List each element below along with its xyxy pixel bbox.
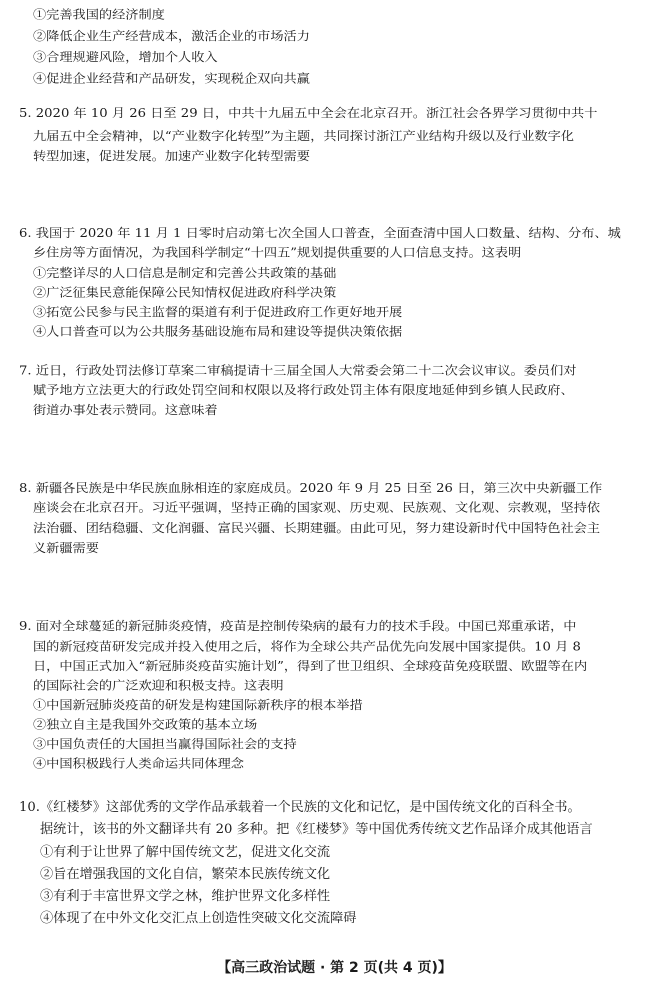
q6-option-4: ④人口普查可以为公共服务基础设施布局和建设等提供决策依据 bbox=[33, 325, 403, 339]
q9-stem-3: 日，中国正式加入“新冠肺炎疫苗实施计划”，得到了世卫组织、全球疫苗免疫联盟、欧盟等在内 bbox=[33, 660, 588, 674]
q9-stem-1: 9. 面对全球蔓延的新冠肺炎疫情，疫苗是控制传染病的最有力的技术手段。中国已郑重承诺，中 bbox=[19, 620, 577, 634]
q9-option-2: ②独立自主是我国外交政策的基本立场 bbox=[33, 718, 258, 732]
q10-stem-2: 据统计，该书的外文翻译共有 20 多种。把《红楼梦》等中国优秀传统文艺作品译介成其他语言 bbox=[40, 822, 593, 837]
q5-stem-1: 5. 2020 年 10 月 26 日至 29 日，中共十九届五中全会在北京召开。浙江社会各界学习贯彻中共十 bbox=[19, 107, 598, 121]
q9-stem-4: 的国际社会的广泛欢迎和积极支持。这表明 bbox=[33, 679, 284, 693]
q4-option-4: ④促进企业经营和产品研发，实现税企双向共赢 bbox=[33, 72, 310, 86]
q5-stem-3: 转型加速，促进发展。加速产业数字化转型需要 bbox=[33, 150, 310, 164]
q4-option-3: ③合理规避风险，增加个人收入 bbox=[33, 51, 218, 65]
page-footer: 【高三政治试题 · 第 2 页(共 4 页)】 bbox=[217, 960, 452, 976]
q7-stem-2: 赋予地方立法更大的行政处罚空间和权限以及将行政处罚主体有限度地延伸到乡镇人民政府、 bbox=[33, 384, 574, 398]
q9-option-1: ①中国新冠肺炎疫苗的研发是构建国际新秩序的根本举措 bbox=[33, 699, 363, 713]
q8-stem-1: 8. 新疆各民族是中华民族血脉相连的家庭成员。2020 年 9 月 25 日至 26 日，第三次中央新疆工作 bbox=[19, 482, 603, 496]
q6-stem-2: 乡住房等方面情况，为我国科学制定“十四五”规划提供重要的人口信息支持。这表明 bbox=[33, 246, 522, 261]
q5-stem-2: 九届五中全会精神，以“产业数字化转型”为主题，共同探讨浙江产业结构升级以及行业数字化 bbox=[33, 130, 574, 144]
q9-stem-2: 国的新冠疫苗研发完成并投入使用之后，将作为全球公共产品优先向发展中国家提供。10 月 8 bbox=[33, 640, 581, 655]
q8-stem-4: 义新疆需要 bbox=[33, 542, 99, 556]
q10-option-1: ①有利于让世界了解中国传统文艺，促进文化交流 bbox=[40, 845, 331, 860]
q8-stem-3: 法治疆、团结稳疆、文化润疆、富民兴疆、长期建疆。由此可见，努力建设新时代中国特色社会主 bbox=[33, 522, 601, 536]
q4-option-1: ①完善我国的经济制度 bbox=[33, 8, 165, 23]
q10-option-3: ③有利于丰富世界文学之林，维护世界文化多样性 bbox=[40, 889, 331, 904]
q9-option-3: ③中国负责任的大国担当赢得国际社会的支持 bbox=[33, 738, 297, 752]
q7-stem-1: 7. 近日，行政处罚法修订草案二审稿提请十三届全国人大常委会第二十二次会议审议。委员们对 bbox=[19, 364, 577, 378]
q10-option-2: ②旨在增强我国的文化自信，繁荣本民族传统文化 bbox=[40, 867, 331, 882]
q10-stem-1: 10.《红楼梦》这部优秀的文学作品承载着一个民族的文化和记忆，是中国传统文化的百科全书。 bbox=[19, 800, 581, 815]
q6-option-2: ②广泛征集民意能保障公民知情权促进政府科学决策 bbox=[33, 286, 337, 301]
q4-option-2: ②降低企业生产经营成本，激活企业的市场活力 bbox=[33, 30, 310, 44]
q6-option-3: ③拓宽公民参与民主监督的渠道有利于促进政府工作更好地开展 bbox=[33, 306, 403, 320]
q10-option-4: ④体现了在中外文化交汇点上创造性突破文化交流障碍 bbox=[40, 911, 357, 926]
q9-option-4: ④中国积极践行人类命运共同体理念 bbox=[33, 757, 244, 771]
q6-option-1: ①完整详尽的人口信息是制定和完善公共政策的基础 bbox=[33, 267, 337, 281]
q6-stem-1: 6. 我国于 2020 年 11 月 1 日零时启动第七次全国人口普查，全面查清中国人口数量、结构、分布、城 bbox=[19, 227, 621, 241]
q8-stem-2: 座谈会在北京召开。习近平强调，坚持正确的国家观、历史观、民族观、文化观、宗教观，坚持依 bbox=[33, 501, 601, 516]
q7-stem-3: 街道办事处表示赞同。这意味着 bbox=[33, 404, 218, 418]
